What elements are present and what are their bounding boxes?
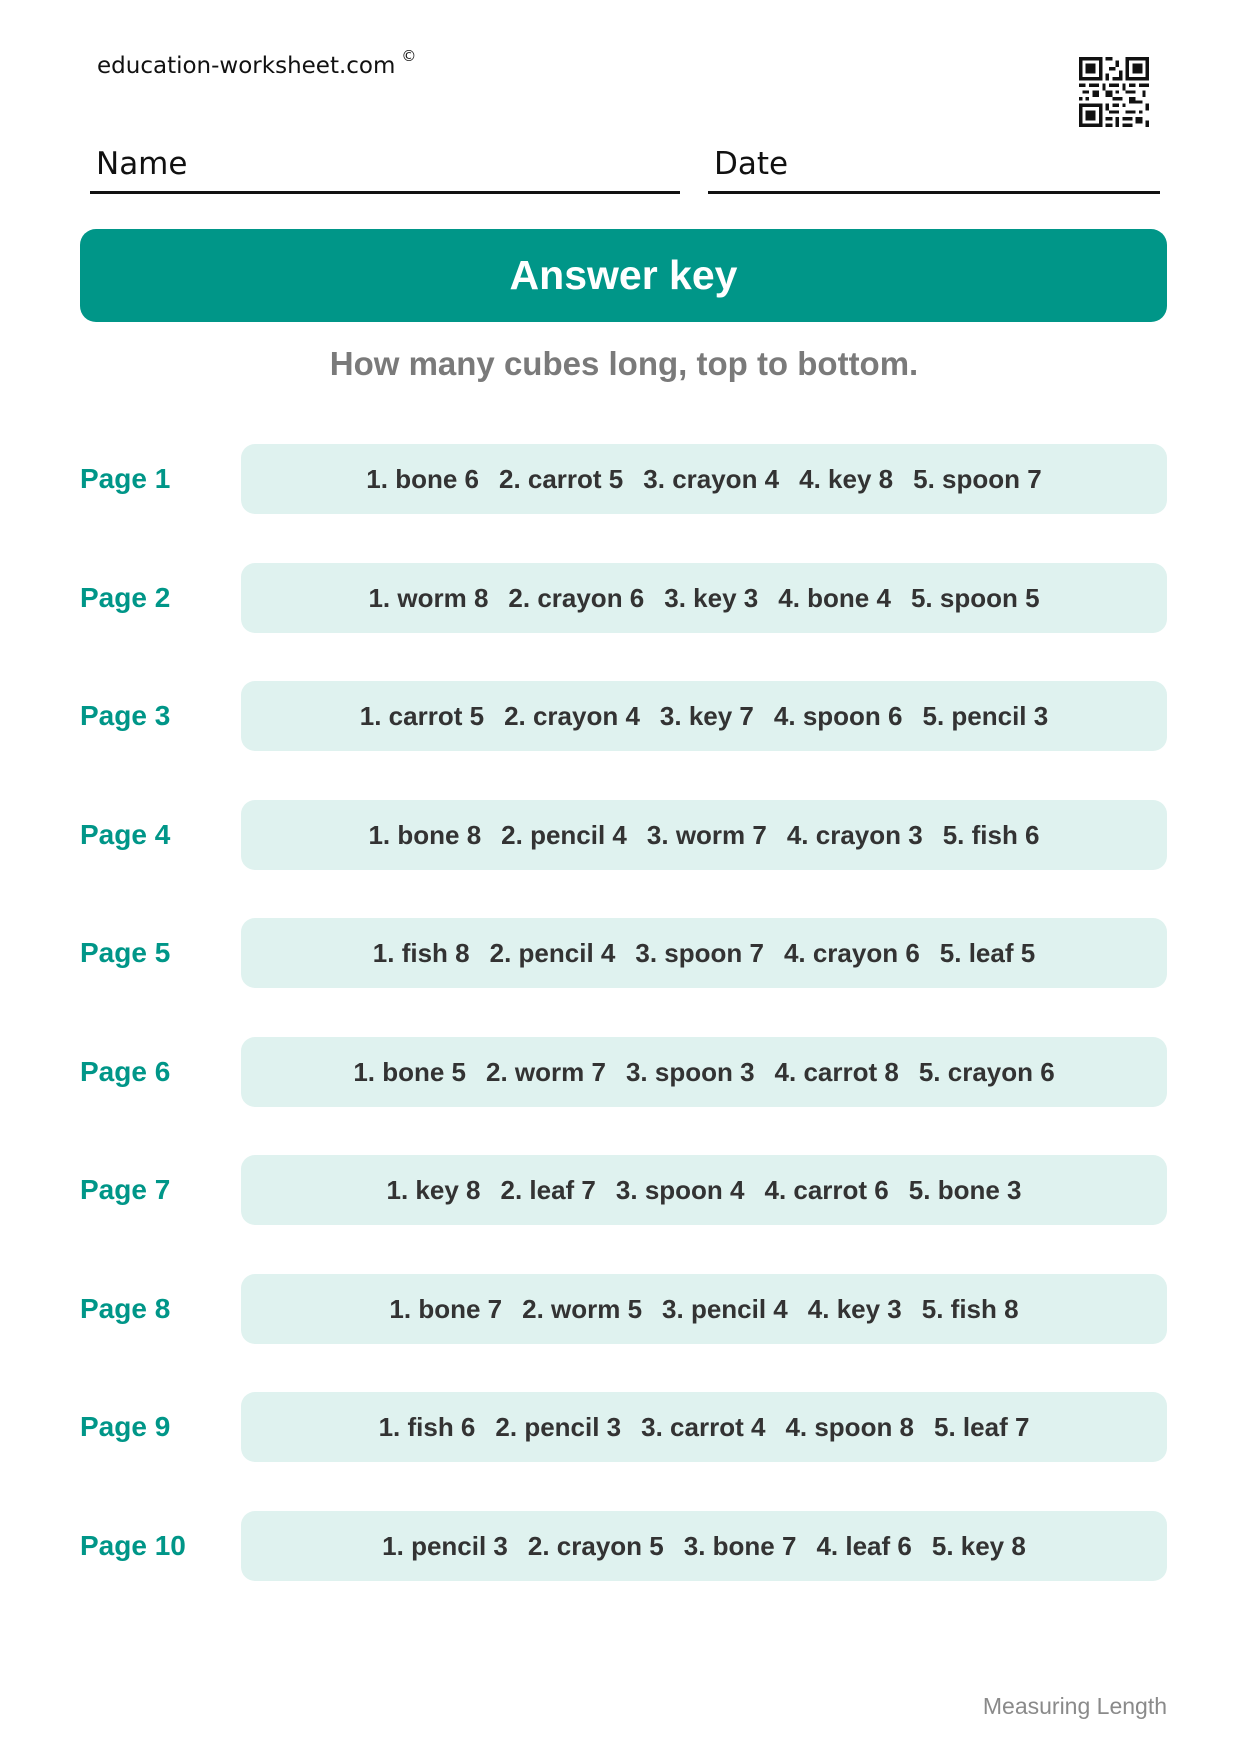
answer-item: 5. crayon 6 [918, 1056, 1055, 1087]
answer-item: 5. fish 6 [942, 819, 1040, 850]
answers-box [241, 1274, 1167, 1344]
page-label: Page 4 [80, 819, 171, 850]
answer-item: 3. key 7 [659, 700, 754, 731]
answers-box [241, 1155, 1167, 1225]
answer-item: 4. spoon 6 [773, 700, 903, 731]
answer-row [0, 1511, 1240, 1581]
answer-item: 5. pencil 3 [922, 700, 1049, 731]
answer-item: 2. carrot 5 [498, 463, 624, 494]
answers-box [241, 563, 1167, 633]
answers-box [241, 918, 1167, 988]
answer-item: 2. pencil 3 [495, 1411, 622, 1442]
copyright-symbol: © [401, 47, 417, 65]
answer-row [0, 1392, 1240, 1462]
answer-item: 4. crayon 6 [783, 937, 920, 968]
answer-item: 1. worm 8 [368, 582, 489, 613]
answer-item: 2. worm 7 [486, 1056, 606, 1087]
answer-item: 2. leaf 7 [500, 1174, 596, 1205]
answer-item: 4. spoon 8 [785, 1411, 915, 1442]
brand-name: education-worksheet.com [97, 53, 396, 79]
page-label: Page 5 [80, 937, 171, 968]
answer-item: 4. key 8 [799, 463, 894, 494]
answer-row [0, 1155, 1240, 1225]
answer-item: 3. spoon 4 [615, 1174, 745, 1205]
answer-item: 3. key 3 [664, 582, 759, 613]
answers-box [241, 800, 1167, 870]
answer-item: 2. crayon 6 [508, 582, 645, 613]
answer-item: 4. carrot 6 [764, 1174, 889, 1205]
answer-item: 5. key 8 [931, 1530, 1026, 1561]
answer-row [0, 1274, 1240, 1344]
page-label: Page 8 [80, 1293, 171, 1324]
answer-row [0, 1037, 1240, 1107]
answer-item: 3. spoon 3 [625, 1056, 755, 1087]
answer-item: 1. bone 7 [389, 1293, 503, 1324]
page-label: Page 10 [80, 1530, 186, 1561]
answer-item: 3. worm 7 [646, 819, 767, 850]
answer-item: 1. carrot 5 [359, 700, 485, 731]
answer-item: 1. bone 6 [366, 463, 479, 494]
page-label: Page 1 [80, 463, 171, 494]
answer-item: 2. pencil 4 [489, 937, 616, 968]
page-label: Page 6 [80, 1056, 171, 1087]
answer-item: 1. key 8 [386, 1174, 481, 1205]
answer-item: 2. crayon 4 [504, 700, 640, 731]
answer-item: 1. bone 8 [368, 819, 482, 850]
answer-item: 5. spoon 5 [910, 582, 1040, 613]
answer-item: 3. carrot 4 [641, 1411, 766, 1442]
answer-item: 3. crayon 4 [643, 463, 780, 494]
answers-box [241, 681, 1167, 751]
page-label: Page 7 [80, 1174, 171, 1205]
answer-item: 1. bone 5 [353, 1056, 467, 1087]
answers-box [241, 1511, 1167, 1581]
answer-item: 3. spoon 7 [635, 937, 764, 968]
answer-item: 2. worm 5 [522, 1293, 643, 1324]
footer-title: Measuring Length [982, 1693, 1167, 1719]
answer-item: 5. leaf 7 [934, 1411, 1030, 1442]
answer-item: 4. bone 4 [778, 582, 891, 613]
answer-row [0, 800, 1240, 870]
answer-item: 2. crayon 5 [527, 1530, 664, 1561]
answer-item: 4. carrot 8 [774, 1056, 899, 1087]
answer-item: 4. leaf 6 [816, 1530, 912, 1561]
answer-row [0, 681, 1240, 751]
answer-item: 1. fish 6 [378, 1411, 476, 1442]
answer-row [0, 563, 1240, 633]
answer-item: 2. pencil 4 [501, 819, 627, 850]
name-label: Name [96, 146, 188, 182]
answer-item: 5. spoon 7 [913, 463, 1042, 494]
banner-title: Answer key [509, 252, 738, 298]
answer-item: 3. bone 7 [683, 1530, 797, 1561]
answer-item: 5. bone 3 [908, 1174, 1022, 1205]
answer-item: 4. key 3 [807, 1293, 902, 1324]
answer-item: 4. crayon 3 [786, 819, 923, 850]
answer-row [0, 444, 1240, 514]
page-label: Page 2 [80, 582, 171, 613]
answer-item: 3. pencil 4 [662, 1293, 788, 1324]
answer-item: 5. leaf 5 [939, 937, 1036, 968]
answer-item: 1. fish 8 [372, 937, 470, 968]
answers-box [241, 1037, 1167, 1107]
answer-item: 5. fish 8 [921, 1293, 1019, 1324]
date-label: Date [714, 146, 789, 182]
answer-row [0, 918, 1240, 988]
answer-item: 1. pencil 3 [382, 1530, 508, 1561]
page-label: Page 3 [80, 700, 171, 731]
instructions: How many cubes long, top to bottom. [329, 345, 919, 382]
page-label: Page 9 [80, 1411, 171, 1442]
answers-box [241, 1392, 1167, 1462]
answers-box [241, 444, 1167, 514]
